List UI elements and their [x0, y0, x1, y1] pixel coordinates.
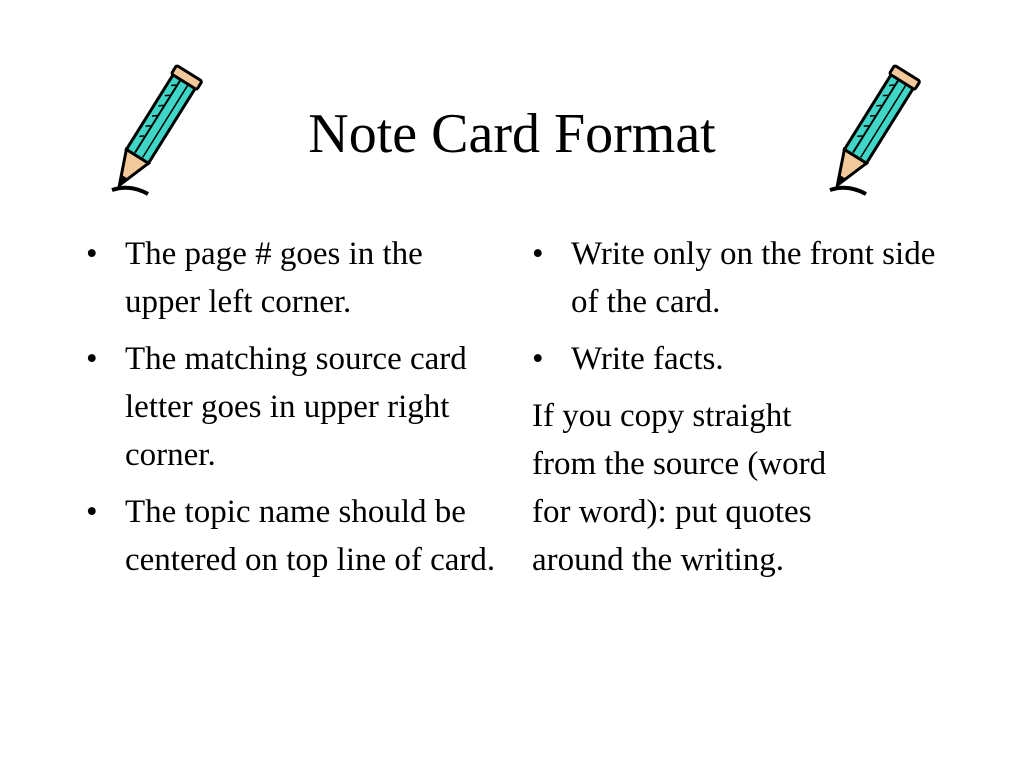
list-item [82, 230, 502, 326]
left-column [82, 230, 502, 593]
list-item-text: Write facts. [571, 341, 724, 377]
list-item [82, 488, 502, 584]
bullet-glyph: • [86, 341, 98, 377]
bullet-glyph: • [86, 494, 98, 530]
list-item [528, 230, 958, 326]
list-item-text: Write only on the front side of the card. [571, 236, 936, 320]
list-item-text: The topic name should be centered on top line of card. [125, 494, 496, 578]
right-bullet-list [528, 230, 958, 383]
list-item-text: The page # goes in the upper left corner. [125, 236, 423, 320]
bullet-glyph: • [532, 236, 544, 272]
list-item [528, 335, 958, 383]
copy-note-text: If you copy straight from the source (word for word): put quotes around the writing. [532, 398, 827, 578]
list-item-text: The matching source card letter goes in upper right corner. [125, 341, 467, 473]
slide-title: Note Card Format [308, 103, 716, 165]
pencil-icon [818, 62, 928, 202]
left-bullet-list [82, 230, 502, 584]
bullet-glyph: • [86, 236, 98, 272]
list-item [82, 335, 502, 479]
bullet-glyph: • [532, 341, 544, 377]
right-column [528, 230, 958, 584]
